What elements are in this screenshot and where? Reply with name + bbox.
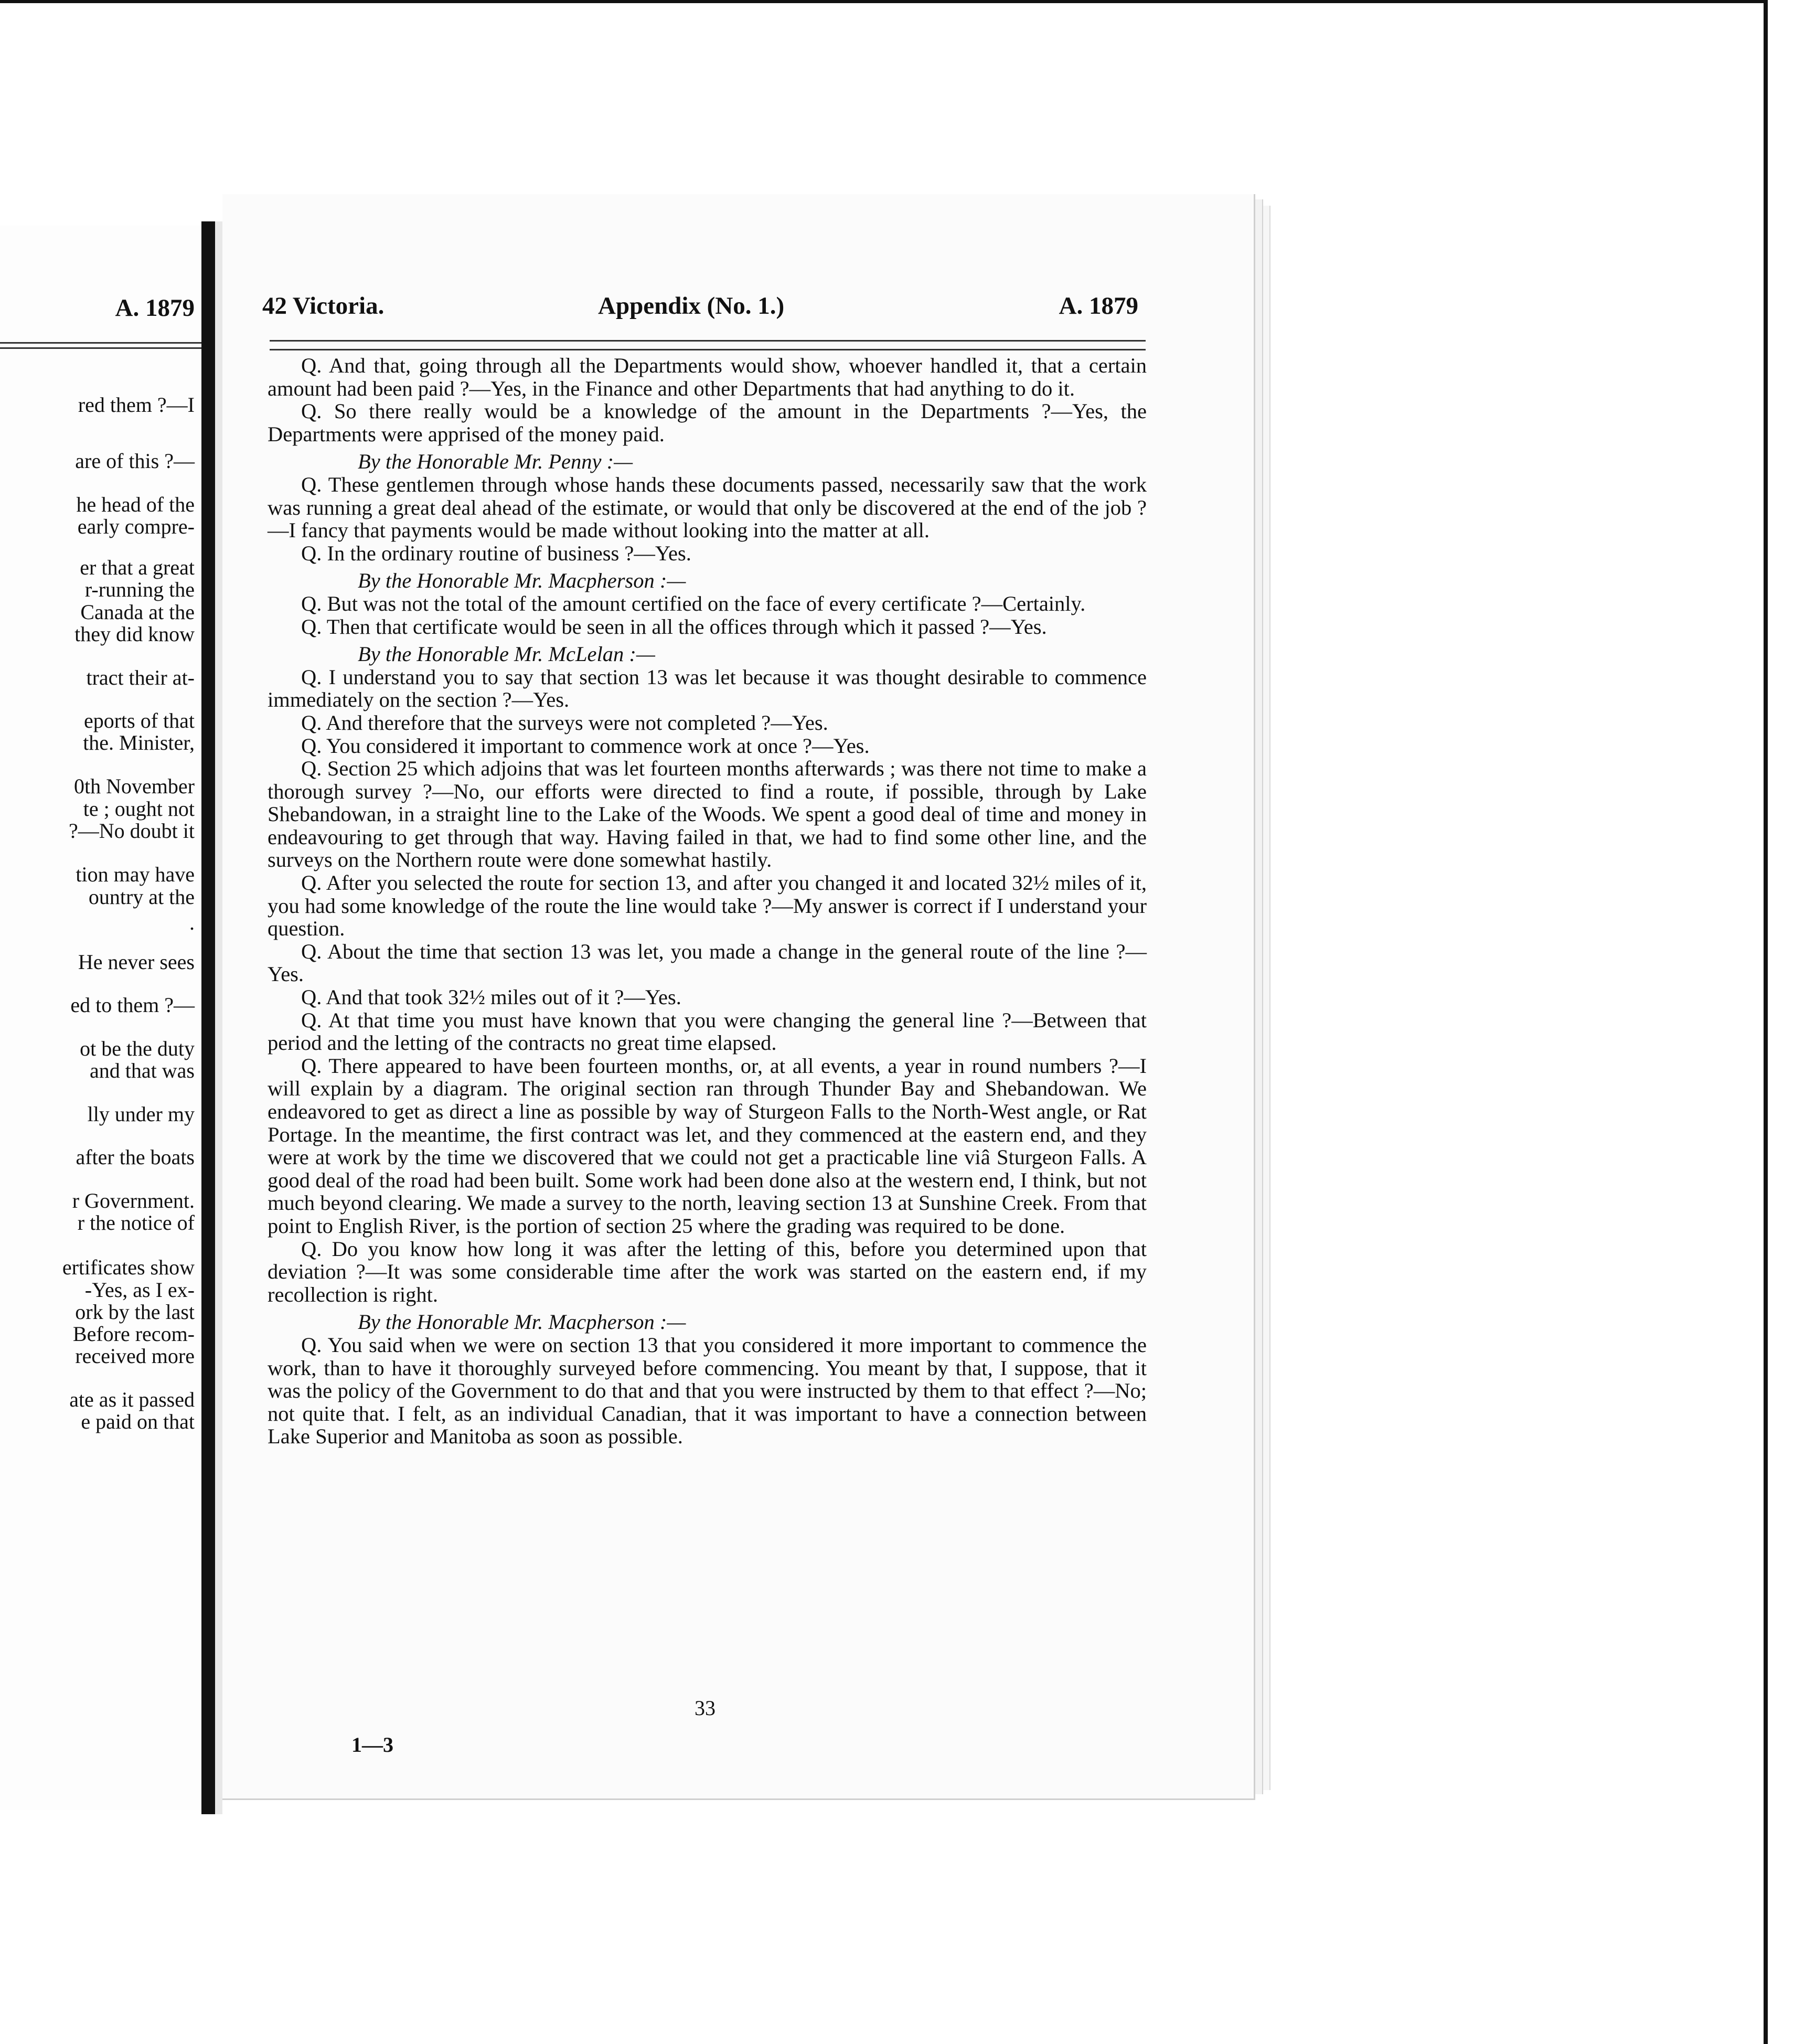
scan-frame-top <box>0 0 1768 3</box>
left-page-line: ?—No doubt it <box>69 819 195 843</box>
left-page-line: e paid on that <box>81 1410 195 1433</box>
left-page-rule <box>0 347 202 349</box>
left-page-line: Before recom- <box>72 1322 195 1346</box>
testimony-body <box>268 354 1147 1448</box>
left-page-line: eports of that <box>83 709 195 732</box>
left-page-line: tion may have <box>76 863 195 886</box>
testimony-paragraph: Q. You said when we were on section 13 that you considered it more important to commence the work, than to have it thoroughly surveyed before commencing. You meant by that, I suppose, that it was the policy of the Government to do that and that you were instructed by them to that effect ?—No; not quite that. I felt, as an individual Canadian, that it was important to have a connection between Lake Superior and Manitoba as soon as possible. <box>268 1333 1147 1449</box>
left-page-line: he head of the <box>76 493 195 516</box>
testimony-paragraph: Q. After you selected the route for section 13, and after you changed it and located 32½ miles of it, you had some knowledge of the route the line would take ?—My answer is correct if I understand your question. <box>268 871 1147 941</box>
session-label: 42 Victoria. <box>262 292 385 320</box>
left-page-line: ed to them ?— <box>70 993 195 1017</box>
left-page-line: red them ?—I <box>78 393 195 417</box>
testimony-paragraph: Q. There appeared to have been fourteen months, or, at all events, a year in round numbers ?—I will explain by a diagram. The original section ran through Thunder Bay and Shebandowan. We endeavored to get as direct a line as possible by way of Sturgeon Falls to the North-West angle, or Rat Portage. In the meantime, the first contract was let, and they commenced at the eastern end, and they were at work by the time we discovered that we could not get a practicable line viâ Sturgeon Falls. A good deal of the road had been built. Some work had been done also at the western end, I think, but not much beyond clearing. We made a survey to the north, leaving section 13 at Sunshine Creek. From that point to English River, is the portion of section 25 where the grading was required to be done. <box>268 1053 1147 1238</box>
left-page-line: ot be the duty <box>80 1037 195 1060</box>
left-facing-page <box>0 226 202 1810</box>
speaker-heading: By the Honorable Mr. Penny :— <box>358 450 633 474</box>
speaker-heading: By the Honorable Mr. Macpherson :— <box>358 569 686 593</box>
signature-mark: 1—3 <box>351 1733 393 1756</box>
testimony-paragraph: Q. And therefore that the surveys were not completed ?—Yes. <box>301 710 828 734</box>
left-page-line: tract their at- <box>86 666 195 689</box>
left-page-line: r the notice of <box>77 1211 195 1234</box>
left-page-line: He never sees <box>78 950 195 974</box>
gutter-shadow <box>215 221 222 1814</box>
testimony-paragraph: Q. About the time that section 13 was let, you made a change in the general route of the line ?—Yes. <box>268 939 1147 986</box>
running-head <box>262 292 1138 323</box>
testimony-paragraph: Q. I understand you to say that section 13 was let because it was thought desirable to commence immediately on the section ?—Yes. <box>268 665 1147 712</box>
testimony-paragraph: Q. Then that certificate would be seen in all the offices through which it passed ?—Yes. <box>301 614 1047 638</box>
left-page-line: te ; ought not <box>83 797 195 821</box>
scan-frame-right <box>1764 0 1768 2044</box>
left-page-rule <box>0 342 202 344</box>
testimony-paragraph: Q. Section 25 which adjoins that was let fourteen months afterwards ; was there not time to make a thorough survey ?—No, our efforts were directed to find a route, if possible, through by Lake Shebandowan, in a straight line to the Lake of the Woods. We spent a good deal of time and money in endeavouring to get through that way. Having failed in that, we had to find some other line, and the surveys on the Northern route were done somewhat hastily. <box>268 757 1147 872</box>
left-page-line: are of this ?— <box>75 449 195 473</box>
left-page-line: 0th November <box>74 774 195 798</box>
speaker-heading: By the Honorable Mr. Macpherson :— <box>358 1310 686 1334</box>
testimony-paragraph: Q. At that time you must have known that you were changing the general line ?—Between that period and the letting of the contracts no great time elapsed. <box>268 1008 1147 1055</box>
testimony-paragraph: Q. And that took 32½ miles out of it ?—Yes. <box>301 985 681 1009</box>
left-page-line: and that was <box>90 1059 195 1082</box>
testimony-paragraph: Q. So there really would be a knowledge of the amount in the Departments ?—Yes, the Departments were apprised of the money paid. <box>268 399 1147 446</box>
left-page-header: A. 1879 <box>115 294 195 322</box>
testimony-paragraph: Q. You considered it important to commence work at once ?—Yes. <box>301 733 870 758</box>
left-page-line: they did know <box>74 622 195 646</box>
left-page-line: r-running the <box>84 578 195 601</box>
left-page-line: early compre- <box>77 515 195 538</box>
left-page-line: -Yes, as I ex- <box>84 1278 195 1302</box>
left-page-line: ate as it passed <box>69 1388 195 1411</box>
testimony-paragraph: Q. And that, going through all the Departments would show, whoever handled it, that a certain amount had been paid ?—Yes, in the Finance and other Departments that had anything to do it. <box>268 354 1147 400</box>
header-double-rule <box>270 340 1146 350</box>
year-label: A. 1879 <box>1059 292 1138 320</box>
left-page-line: . <box>189 911 195 934</box>
page-edge <box>1255 199 1263 1794</box>
appendix-title: Appendix (No. 1.) <box>598 292 785 320</box>
left-page-line: lly under my <box>87 1102 195 1126</box>
left-page-line: the. Minister, <box>83 731 195 754</box>
left-page-line: received more <box>75 1344 195 1368</box>
main-page <box>222 194 1255 1800</box>
testimony-paragraph: Q. In the ordinary routine of business ?—Yes. <box>301 541 691 565</box>
left-page-line: after the boats <box>76 1145 195 1169</box>
testimony-paragraph: Q. These gentlemen through whose hands these documents passed, necessarily saw that the work was running a great deal ahead of the estimate, or would that only be discovered at the end of the job ?—I fancy that payments would be made without looking into the matter at all. <box>268 472 1147 542</box>
left-page-line: ertificates show <box>62 1255 195 1279</box>
left-page-line: Canada at the <box>80 600 195 624</box>
left-page-line: ork by the last <box>75 1300 195 1324</box>
speaker-heading: By the Honorable Mr. McLelan :— <box>358 642 655 666</box>
book-gutter <box>201 221 215 1814</box>
left-page-line: r Government. <box>72 1189 195 1212</box>
testimony-paragraph: Q. Do you know how long it was after the letting of this, before you determined upon that deviation ?—It was some considerable time after the work was started on the eastern end, if my recollection is right. <box>268 1237 1147 1306</box>
page-number: 33 <box>695 1696 716 1720</box>
left-page-line: er that a great <box>80 556 195 579</box>
testimony-paragraph: Q. But was not the total of the amount certified on the face of every certificate ?—Certainly. <box>301 591 1086 615</box>
page-edge <box>1263 206 1270 1790</box>
left-page-line: ountry at the <box>88 885 195 909</box>
